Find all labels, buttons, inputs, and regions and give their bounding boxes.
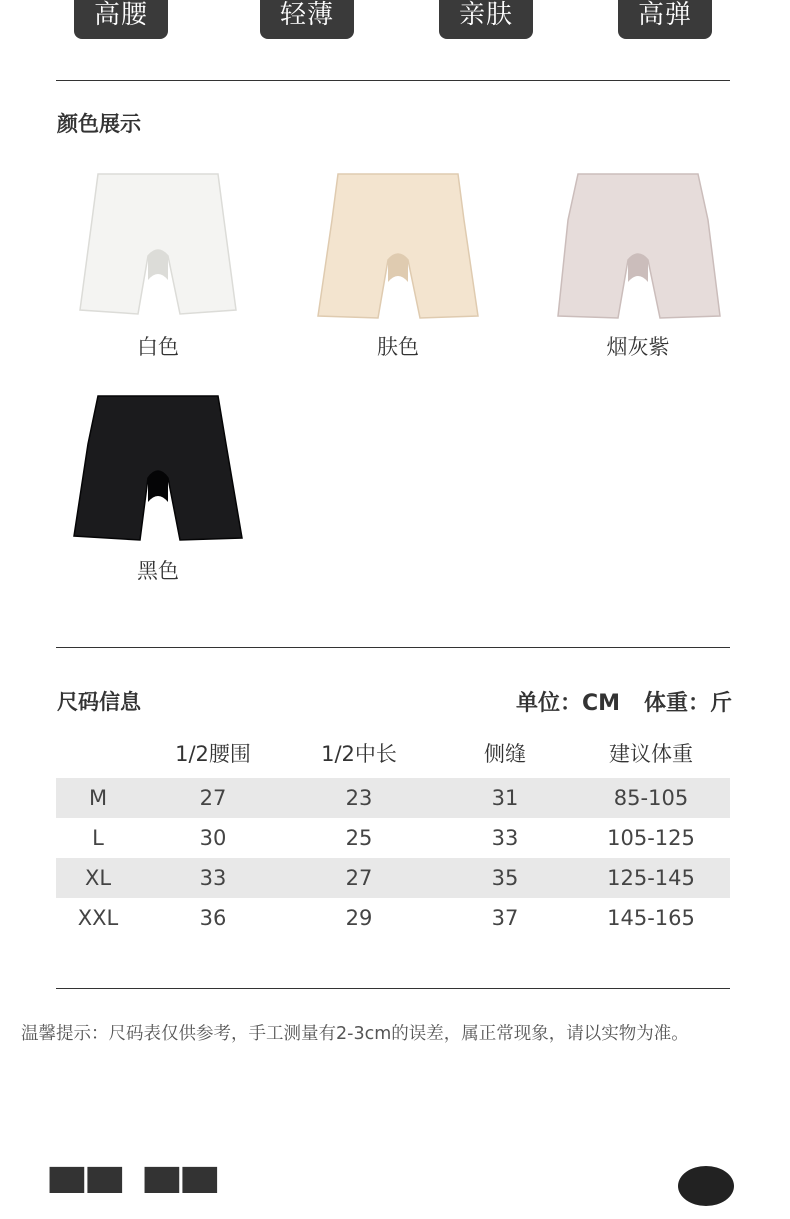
feature-tag: 轻薄 xyxy=(260,0,354,39)
column-header-side-seam: 侧缝 xyxy=(484,742,526,766)
table-cell: 105-125 xyxy=(607,826,695,850)
length-unit: 单位：CM xyxy=(515,691,620,716)
feature-tag: 亲肤 xyxy=(439,0,533,39)
unit-info xyxy=(516,686,732,717)
shorts-image-skin xyxy=(308,160,488,340)
color-swatch-black[interactable] xyxy=(68,384,248,564)
table-cell: 25 xyxy=(345,826,373,850)
feature-tag: 高腰 xyxy=(74,0,168,39)
size-section-title: 尺码信息 xyxy=(57,690,141,714)
table-cell: M xyxy=(88,786,108,810)
table-cell: 33 xyxy=(491,826,519,850)
table-cell: 23 xyxy=(345,786,373,810)
table-cell: 29 xyxy=(345,906,373,930)
size-table xyxy=(56,730,730,938)
column-header-waist: 1/2腰围 xyxy=(175,742,251,766)
table-cell: 125-145 xyxy=(607,866,695,890)
color-swatch-skin[interactable] xyxy=(308,160,488,340)
shorts-image-smoky-purple xyxy=(548,160,728,340)
next-section-image-fragment xyxy=(678,1166,734,1206)
size-tip-note: 温馨提示：尺码表仅供参考，手工测量有2-3cm的误差，属正常现象，请以实物为准。 xyxy=(21,1024,689,1044)
table-cell: 27 xyxy=(199,786,227,810)
table-cell: 36 xyxy=(199,906,227,930)
weight-unit: 体重：斤 xyxy=(643,691,732,716)
table-cell: 30 xyxy=(199,826,227,850)
colors-section-title: 颜色展示 xyxy=(57,112,141,136)
table-cell: XXL xyxy=(77,906,119,930)
table-row xyxy=(56,898,730,938)
table-cell: 35 xyxy=(491,866,519,890)
table-row xyxy=(56,858,730,898)
shorts-image-white xyxy=(68,160,248,340)
table-cell: 31 xyxy=(491,786,519,810)
feature-tags xyxy=(0,0,790,40)
table-cell: 85-105 xyxy=(613,786,689,810)
table-cell: 27 xyxy=(345,866,373,890)
color-label: 肤色 xyxy=(377,335,419,359)
divider xyxy=(56,80,730,81)
color-label: 黑色 xyxy=(137,559,179,583)
table-row xyxy=(56,818,730,858)
divider xyxy=(56,647,730,648)
size-table-header xyxy=(56,730,730,778)
shorts-image-black xyxy=(68,384,248,564)
table-cell: 33 xyxy=(199,866,227,890)
color-swatch-white[interactable] xyxy=(68,160,248,340)
color-label: 白色 xyxy=(137,335,179,359)
table-cell: 37 xyxy=(491,906,519,930)
table-row xyxy=(56,778,730,818)
table-cell: XL xyxy=(84,866,112,890)
feature-tag: 高弹 xyxy=(618,0,712,39)
column-header-length: 1/2中长 xyxy=(321,742,397,766)
table-cell: L xyxy=(92,826,104,850)
column-header-weight: 建议体重 xyxy=(609,742,693,766)
next-section-peek xyxy=(0,1160,790,1219)
table-cell: 145-165 xyxy=(607,906,695,930)
next-section-heading-fragment: ▀▀ ▀▀ xyxy=(50,1168,221,1219)
color-label: 烟灰紫 xyxy=(606,335,670,359)
color-swatch-smoky-purple[interactable] xyxy=(548,160,728,340)
divider xyxy=(56,988,730,989)
